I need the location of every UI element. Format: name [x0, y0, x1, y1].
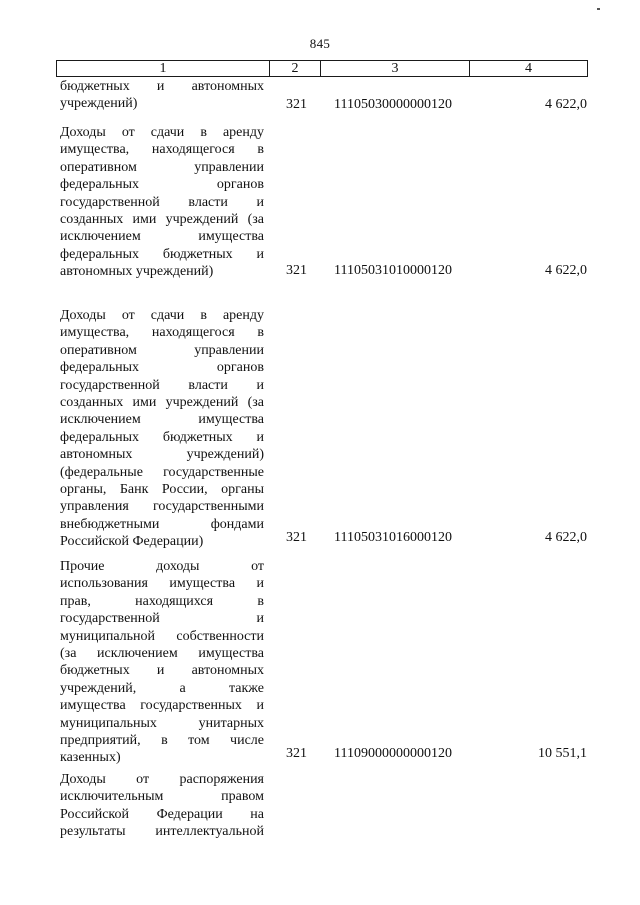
- description-line: управления государственными: [60, 499, 264, 515]
- page-number: 845: [309, 36, 331, 51]
- description-line: государственной власти и: [60, 377, 264, 393]
- header-col-1: 1: [57, 61, 270, 76]
- description-line: Прочие доходы от: [60, 559, 264, 574]
- header-col-4: 4: [525, 61, 532, 76]
- amount: 4 622,0: [545, 530, 587, 545]
- description-line: автономных учреждений): [60, 447, 264, 463]
- description-line: исключением имущества: [60, 229, 264, 245]
- description-line: учреждений, а также: [60, 680, 264, 696]
- scan-mark: [597, 8, 600, 10]
- description-line: муниципальных унитарных: [60, 715, 264, 731]
- description-line: федеральных бюджетных и: [60, 429, 264, 445]
- description-line: государственной и: [60, 611, 264, 627]
- description-line: исключительным правом: [60, 789, 264, 805]
- row-description: [60, 78, 264, 113]
- table-header: [56, 60, 588, 77]
- description-line: (федеральные государственные: [60, 464, 264, 480]
- admin-code: 321: [286, 263, 307, 278]
- amount: 4 622,0: [545, 97, 587, 112]
- description-line: органы, Банк России, органы: [60, 482, 264, 498]
- description-line: казенных): [60, 750, 121, 766]
- header-col-3: 3: [321, 61, 470, 76]
- description-line: федеральных органов: [60, 360, 264, 376]
- description-line: оперативном управлении: [60, 342, 264, 358]
- description-line: созданных ими учреждений (за: [60, 395, 264, 411]
- admin-code: 321: [286, 530, 307, 545]
- admin-code: 321: [286, 746, 307, 761]
- row-description: [60, 124, 264, 281]
- description-line: Доходы от сдачи в аренду: [60, 125, 264, 140]
- description-line: муниципальной собственности: [60, 628, 264, 644]
- kbk-code: 11105031010000120: [334, 263, 452, 278]
- row-description: [60, 558, 264, 767]
- description-line: Доходы от сдачи в аренду: [60, 308, 264, 323]
- kbk-code: 11105030000000120: [334, 97, 452, 112]
- amount: 10 551,1: [538, 746, 587, 761]
- description-line: автономных учреждений): [60, 264, 214, 280]
- description-line: бюджетных и автономных: [60, 79, 264, 94]
- description-line: федеральных органов: [60, 177, 264, 193]
- description-line: имущества, находящегося в: [60, 325, 264, 341]
- description-line: имущества государственных и: [60, 698, 264, 714]
- description-line: Российской Федерации): [60, 534, 204, 550]
- kbk-code: 11105031016000120: [334, 530, 452, 545]
- amount: 4 622,0: [545, 263, 587, 278]
- description-line: Российской Федерации на: [60, 806, 264, 822]
- description-line: результаты интеллектуальной: [60, 824, 264, 840]
- description-line: бюджетных и автономных: [60, 663, 264, 679]
- kbk-code: 11109000000000120: [334, 746, 452, 761]
- description-line: исключением имущества: [60, 412, 264, 428]
- description-line: (за исключением имущества: [60, 646, 264, 662]
- description-line: федеральных бюджетных и: [60, 246, 264, 262]
- description-line: учреждений): [60, 96, 138, 112]
- description-line: государственной власти и: [60, 194, 264, 210]
- description-line: использования имущества и: [60, 576, 264, 592]
- description-line: предприятий, в том числе: [60, 733, 264, 749]
- header-col-2: 2: [270, 61, 321, 76]
- admin-code: 321: [286, 97, 307, 112]
- row-description: [60, 307, 264, 551]
- description-line: Доходы от распоряжения: [60, 772, 264, 787]
- row-description: [60, 771, 264, 841]
- description-line: внебюджетными фондами: [60, 516, 264, 532]
- description-line: имущества, находящегося в: [60, 142, 264, 158]
- description-line: оперативном управлении: [60, 159, 264, 175]
- description-line: созданных ими учреждений (за: [60, 212, 264, 228]
- description-line: прав, находящихся в: [60, 593, 264, 609]
